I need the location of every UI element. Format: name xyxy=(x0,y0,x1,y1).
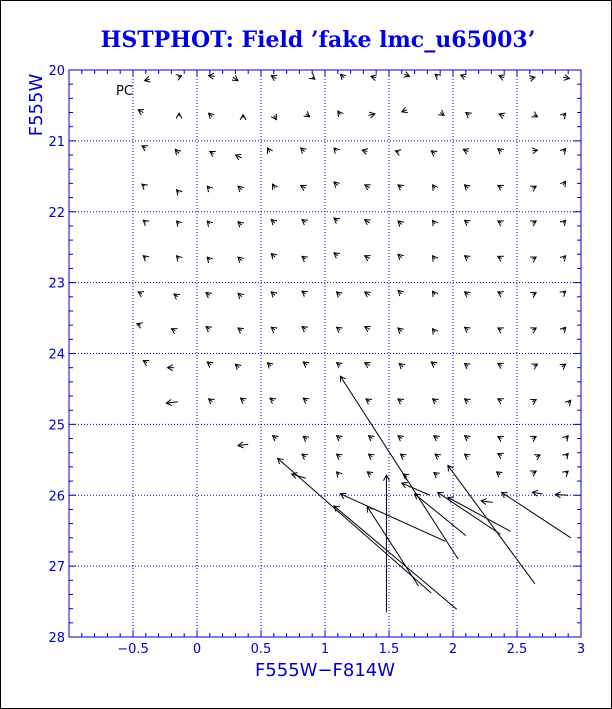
long-vector-arrow xyxy=(340,493,445,541)
vector-arrow xyxy=(176,113,182,118)
vector-arrow xyxy=(207,362,213,367)
vector-arrow xyxy=(434,436,440,441)
vector-arrow xyxy=(302,220,308,225)
vector-arrow xyxy=(498,328,504,333)
vector-arrow xyxy=(433,291,438,297)
x-tick-label: 2 xyxy=(448,642,458,657)
vector-arrow xyxy=(530,436,536,441)
vector-arrow xyxy=(531,364,537,369)
vector-arrow xyxy=(369,454,375,459)
vector-arrow xyxy=(209,399,215,404)
axis-ticks xyxy=(48,64,585,657)
vector-arrow xyxy=(301,185,307,190)
vector-arrow xyxy=(498,399,504,404)
vector-arrow xyxy=(143,220,149,226)
x-tick-label: 3 xyxy=(576,642,586,657)
vector-arrow xyxy=(267,148,272,154)
vector-arrow xyxy=(498,292,504,297)
vector-arrow xyxy=(238,442,248,448)
vector-arrow xyxy=(530,328,536,333)
vector-arrow xyxy=(334,148,340,154)
vector-arrow xyxy=(499,113,505,119)
vector-arrow xyxy=(465,436,471,441)
vector-arrow xyxy=(238,293,244,299)
vector-arrow xyxy=(498,256,504,261)
vector-arrow xyxy=(365,292,371,297)
vector-arrow xyxy=(465,399,471,404)
x-tick-label: 1 xyxy=(320,642,330,657)
grid-lines xyxy=(69,70,581,637)
vector-arrow xyxy=(142,146,148,151)
vector-arrow xyxy=(238,328,244,333)
vector-arrow xyxy=(369,436,375,441)
vector-arrow xyxy=(309,74,315,80)
vector-arrow xyxy=(555,492,568,498)
vector-arrow xyxy=(565,400,571,406)
vector-arrow xyxy=(175,149,181,155)
vector-arrow xyxy=(398,185,404,190)
vector-arrow xyxy=(371,75,377,81)
long-vector-arrow xyxy=(334,506,457,609)
vector-arrow xyxy=(273,184,278,190)
vector-arrow xyxy=(399,363,405,369)
vector-arrow xyxy=(465,220,471,225)
vector-arrow xyxy=(398,290,404,296)
vector-arrow xyxy=(334,182,340,188)
vector-arrow xyxy=(465,363,471,368)
pc-annotation: PC xyxy=(116,84,133,99)
vector-arrow xyxy=(562,453,568,459)
vector-arrow xyxy=(302,454,308,459)
vector-arrow xyxy=(235,364,241,370)
vector-arrow xyxy=(435,454,441,459)
vector-arrow xyxy=(465,454,471,459)
vector-arrow xyxy=(206,293,212,298)
vector-arrow xyxy=(177,221,183,227)
vector-arrow xyxy=(530,471,536,476)
vector-arrow xyxy=(240,115,246,120)
vector-arrow xyxy=(530,221,536,226)
y-tick-label: 23 xyxy=(48,276,65,292)
vector-arrow xyxy=(481,499,493,505)
vector-arrow xyxy=(302,256,308,261)
vector-arrow xyxy=(337,327,343,332)
vector-arrow xyxy=(498,436,504,441)
vector-arrow xyxy=(497,472,503,477)
vector-arrow xyxy=(238,222,244,228)
vector-arrow xyxy=(235,154,241,159)
vector-arrow xyxy=(337,472,343,478)
vector-arrow xyxy=(438,110,444,115)
vector-arrow xyxy=(303,436,309,441)
vector-arrow xyxy=(168,365,174,371)
vector-arrow xyxy=(210,151,216,156)
x-tick-label: 2.5 xyxy=(506,642,528,657)
vector-arrow xyxy=(401,454,407,459)
vector-arrow xyxy=(271,254,277,260)
vector-arrow xyxy=(304,111,310,116)
vector-arrow xyxy=(365,363,371,368)
vector-arrow xyxy=(398,399,404,404)
y-tick-label: 27 xyxy=(48,560,65,576)
vector-arrow xyxy=(465,256,471,261)
vector-arrow xyxy=(137,323,143,329)
vector-arrow xyxy=(340,74,346,80)
vector-arrow xyxy=(560,149,566,155)
vector-arrow xyxy=(273,436,279,441)
vector-arrow xyxy=(365,256,371,261)
vector-arrow xyxy=(398,221,404,227)
vector-arrow xyxy=(461,74,467,80)
vector-arrow xyxy=(142,184,148,190)
vector-arrow xyxy=(238,257,244,263)
vector-arrow xyxy=(206,327,212,332)
vector-arrow xyxy=(270,398,276,403)
vector-arrow xyxy=(337,436,343,441)
long-vector-arrow xyxy=(438,492,501,534)
vector-arrow xyxy=(404,72,410,78)
vector-arrow xyxy=(232,75,238,80)
vector-arrow xyxy=(560,364,566,369)
vector-arrow xyxy=(398,436,404,441)
y-tick-label: 25 xyxy=(48,418,65,434)
x-tick-label: 0.5 xyxy=(250,642,272,657)
vector-arrow xyxy=(563,74,569,80)
vector-arrow xyxy=(402,107,408,113)
long-vector-arrow xyxy=(415,494,466,536)
vector-arrow xyxy=(530,186,536,191)
vector-arrow xyxy=(560,327,566,333)
vector-arrow xyxy=(498,221,504,226)
vector-arrow xyxy=(334,218,340,223)
long-vector-arrow xyxy=(502,492,571,537)
vector-arrow xyxy=(531,112,537,117)
vector-arrow xyxy=(431,151,437,156)
vector-arrow xyxy=(431,362,437,367)
vector-arrow xyxy=(398,328,404,334)
vector-arrow xyxy=(176,75,182,81)
vector-arrow xyxy=(338,111,343,117)
vector-arrow xyxy=(362,149,368,155)
vector-arrow xyxy=(271,76,277,81)
vector-arrow xyxy=(303,362,309,367)
vector-arrow xyxy=(498,453,504,458)
long-vector-arrow xyxy=(367,507,418,586)
vector-arrow xyxy=(435,74,441,80)
vector-arrow xyxy=(434,473,440,478)
y-tick-label: 28 xyxy=(48,631,65,646)
vector-arrow xyxy=(267,363,273,369)
vector-arrow xyxy=(465,292,471,297)
vector-arrow xyxy=(209,113,215,119)
vector-arrow xyxy=(433,185,438,191)
vector-arrow xyxy=(174,294,180,299)
vector-arrow xyxy=(337,292,343,298)
vector-arrow xyxy=(143,360,149,365)
vector-arrow xyxy=(145,76,151,82)
vector-arrow xyxy=(562,436,568,442)
vector-arrow xyxy=(562,471,568,477)
vector-arrow xyxy=(498,149,504,154)
vector-arrow xyxy=(166,400,178,406)
vector-arrow xyxy=(271,292,277,298)
y-tick-label: 22 xyxy=(48,205,65,221)
vector-arrow xyxy=(530,292,536,297)
vector-arrow xyxy=(398,254,404,260)
vector-arrow xyxy=(433,256,438,262)
vector-arrow xyxy=(303,398,309,403)
vector-arrow xyxy=(138,110,144,115)
y-axis-label: F555W xyxy=(26,73,47,137)
vector-arrow xyxy=(177,256,183,262)
vector-arrow xyxy=(365,220,371,225)
vector-arrow xyxy=(560,181,565,187)
vector-arrow xyxy=(365,185,371,190)
vector-arrow xyxy=(271,114,276,120)
long-vector-arrow xyxy=(448,465,535,583)
x-tick-label: −0.5 xyxy=(117,642,149,657)
vector-arrow xyxy=(530,257,536,262)
vector-arrow xyxy=(465,185,471,191)
vector-arrow xyxy=(177,190,183,196)
vector-arrow xyxy=(207,257,213,263)
vector-arrow xyxy=(498,185,504,190)
vector-arrow xyxy=(301,148,307,154)
vector-arrow xyxy=(369,112,375,118)
vector-arrow xyxy=(529,76,535,82)
vector-arrow xyxy=(463,149,469,155)
vector-arrow xyxy=(207,221,213,227)
vector-arrow xyxy=(499,75,505,81)
vector-arrow xyxy=(143,256,149,262)
vector-arrow xyxy=(466,113,472,118)
vector-arrow xyxy=(366,399,372,404)
y-tick-label: 26 xyxy=(48,489,65,505)
vector-arrow xyxy=(138,292,144,297)
vector-arrow xyxy=(271,220,277,226)
vector-arrow xyxy=(271,327,277,332)
vector-arrow xyxy=(238,186,244,192)
vector-arrow xyxy=(433,399,439,404)
vector-arrow xyxy=(302,327,308,332)
vector-arrow xyxy=(334,253,340,258)
vector-arrow xyxy=(534,455,540,460)
vector-arrow xyxy=(337,363,343,368)
vector-arrow xyxy=(367,472,373,477)
vector-arrow xyxy=(395,150,401,156)
x-tick-label: 1.5 xyxy=(378,642,400,657)
vector-arrow xyxy=(560,113,566,119)
vector-arrow xyxy=(433,220,438,226)
vector-arrow xyxy=(337,454,343,459)
long-vector-arrow xyxy=(340,376,458,559)
vector-arrow xyxy=(433,329,438,335)
long-vector-arrow xyxy=(278,458,432,593)
vector-arrow xyxy=(465,327,471,332)
vector-arrow xyxy=(207,186,213,192)
vector-arrow xyxy=(560,220,566,226)
vector-arrow xyxy=(209,73,215,79)
vector-arrow xyxy=(171,329,177,334)
long-vector-arrow xyxy=(448,497,511,531)
vector-arrow xyxy=(302,291,308,296)
vector-arrow xyxy=(532,148,538,154)
vector-field xyxy=(137,72,571,613)
vector-arrow xyxy=(498,363,504,368)
vector-arrow xyxy=(560,291,566,297)
chart-title: HSTPHOT: Field ’fake lmc_u65003’ xyxy=(100,27,536,53)
vector-arrow xyxy=(365,326,371,331)
y-tick-label: 21 xyxy=(48,134,65,150)
y-tick-label: 24 xyxy=(48,347,65,363)
vector-arrow xyxy=(560,256,566,262)
vector-arrow xyxy=(530,399,536,404)
vector-arrow xyxy=(241,398,247,403)
y-tick-label: 20 xyxy=(48,64,65,79)
x-tick-label: 0 xyxy=(192,642,202,657)
long-vector-arrow xyxy=(383,475,389,612)
x-axis-label: F555W−F814W xyxy=(254,660,396,681)
